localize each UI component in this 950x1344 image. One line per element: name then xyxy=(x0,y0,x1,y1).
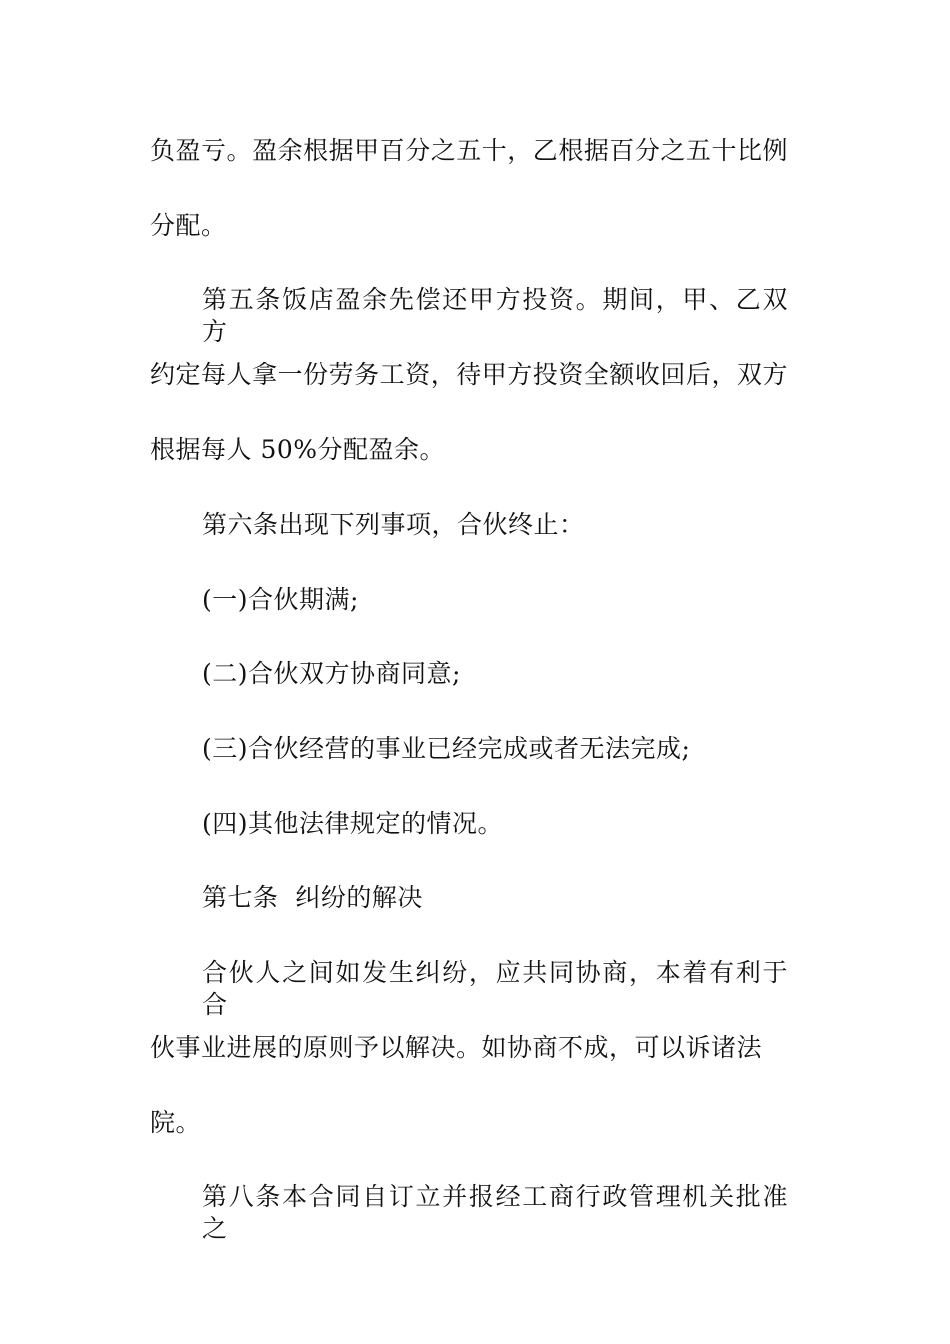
text-line: 负盈亏。盈余根据甲百分之五十，乙根据百分之五十比例 xyxy=(150,136,788,165)
text-line: (四)其他法律规定的情况。 xyxy=(202,809,504,838)
text-line: 根据每人 50%分配盈余。 xyxy=(150,435,446,464)
text-line: (二)合伙双方协商同意; xyxy=(202,659,461,688)
text-line: (三)合伙经营的事业已经完成或者无法完成; xyxy=(202,734,691,763)
text-line: 第八条本合同自订立并报经工商行政管理机关批准之 xyxy=(202,1182,788,1243)
text-line: (一)合伙期满; xyxy=(202,585,359,614)
text-line: 伙事业进展的原则予以解决。如协商不成，可以诉诸法 xyxy=(150,1033,763,1062)
text-line: 分配。 xyxy=(150,211,227,240)
text-line: 合伙人之间如发生纠纷，应共同协商，本着有利于合 xyxy=(202,958,788,1019)
text-line: 第五条饭店盈余先偿还甲方投资。期间，甲、乙双方 xyxy=(202,285,788,346)
section-heading: 第七条 纠纷的解决 xyxy=(202,883,423,912)
text-line: 约定每人拿一份劳务工资，待甲方投资全额收回后，双方 xyxy=(150,360,788,389)
text-line: 第六条出现下列事项，合伙终止： xyxy=(202,510,585,539)
text-line: 院。 xyxy=(150,1108,202,1137)
